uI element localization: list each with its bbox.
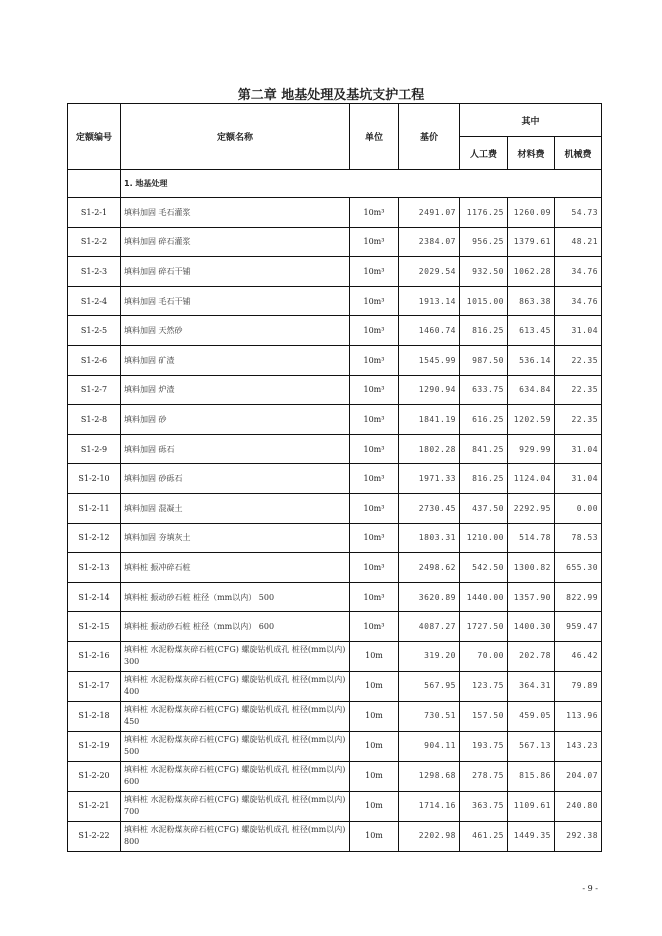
cell-code: S1-2-14 [68,582,121,612]
cell-code: S1-2-16 [68,641,121,671]
cell-code: S1-2-8 [68,405,121,435]
cell-code: S1-2-1 [68,198,121,228]
cell-name: 填料加固 毛石干铺 [121,286,350,316]
cell-name: 填料加固 矿渣 [121,345,350,375]
cell-name: 填料加固 混凝土 [121,493,350,523]
cell-machine: 292.38 [555,821,602,851]
cell-material: 613.45 [508,316,555,346]
table-row [68,821,602,851]
cell-unit: 10m³ [350,257,399,287]
cell-material: 1357.90 [508,582,555,612]
header-code: 定额编号 [68,104,121,170]
cell-material: 567.13 [508,731,555,761]
cell-code: S1-2-13 [68,553,121,583]
cell-unit: 10m [350,791,399,821]
cell-unit: 10m [350,671,399,701]
table-row [68,257,602,287]
cell-base-price: 1290.94 [399,375,460,405]
cell-name: 填料桩 水泥粉煤灰碎石桩(CFG) 螺旋钻机成孔 桩径(mm以内) 600 [121,761,350,791]
cell-base-price: 1460.74 [399,316,460,346]
cell-labor: 616.25 [460,405,508,435]
cell-base-price: 2491.07 [399,198,460,228]
header-of-which: 其中 [460,104,602,137]
cell-machine: 22.35 [555,405,602,435]
cell-base-price: 2202.98 [399,821,460,851]
table-row [68,553,602,583]
cell-name: 填料加固 砾石 [121,434,350,464]
cell-machine: 655.30 [555,553,602,583]
cell-name: 填料加固 砂 [121,405,350,435]
cell-material: 536.14 [508,345,555,375]
cell-machine: 22.35 [555,345,602,375]
table-row [68,316,602,346]
cell-machine: 31.04 [555,316,602,346]
cell-name: 填料加固 碎石灌浆 [121,227,350,257]
cell-unit: 10m³ [350,434,399,464]
cell-labor: 70.00 [460,641,508,671]
cell-labor: 542.50 [460,553,508,583]
cell-labor: 816.25 [460,464,508,494]
cell-name: 填料加固 炉渣 [121,375,350,405]
cell-code: S1-2-2 [68,227,121,257]
cell-name: 填料桩 振动砂石桩 桩径（mm以内） 600 [121,612,350,642]
cell-material: 459.05 [508,701,555,731]
cell-unit: 10m [350,761,399,791]
cell-base-price: 1545.99 [399,345,460,375]
cell-material: 514.78 [508,523,555,553]
cell-unit: 10m [350,641,399,671]
table-row [68,701,602,731]
cell-base-price: 1913.14 [399,286,460,316]
cell-base-price: 904.11 [399,731,460,761]
cell-unit: 10m³ [350,286,399,316]
cell-unit: 10m³ [350,582,399,612]
cell-material: 202.78 [508,641,555,671]
page-number: - 9 - [582,884,598,893]
cell-unit: 10m [350,821,399,851]
header-machine: 机械费 [555,137,602,170]
cell-unit: 10m³ [350,405,399,435]
cell-name: 填料桩 水泥粉煤灰碎石桩(CFG) 螺旋钻机成孔 桩径(mm以内) 700 [121,791,350,821]
cell-labor: 193.75 [460,731,508,761]
cell-material: 364.31 [508,671,555,701]
table-row [68,641,602,671]
cell-base-price: 3620.89 [399,582,460,612]
cell-name: 填料桩 振动砂石桩 桩径（mm以内） 500 [121,582,350,612]
cell-code: S1-2-6 [68,345,121,375]
cell-name: 填料桩 水泥粉煤灰碎石桩(CFG) 螺旋钻机成孔 桩径(mm以内) 800 [121,821,350,851]
cell-name: 填料桩 水泥粉煤灰碎石桩(CFG) 螺旋钻机成孔 桩径(mm以内) 450 [121,701,350,731]
cell-labor: 841.25 [460,434,508,464]
cell-unit: 10m³ [350,345,399,375]
cell-material: 2292.95 [508,493,555,523]
chapter-title: 第二章 地基处理及基坑支护工程 [237,88,425,103]
cell-unit: 10m³ [350,612,399,642]
cell-material: 1379.61 [508,227,555,257]
cell-code: S1-2-9 [68,434,121,464]
cell-code: S1-2-17 [68,671,121,701]
cell-machine: 31.04 [555,464,602,494]
cell-name: 填料桩 水泥粉煤灰碎石桩(CFG) 螺旋钻机成孔 桩径(mm以内) 300 [121,641,350,671]
cell-code: S1-2-11 [68,493,121,523]
cell-base-price: 2498.62 [399,553,460,583]
cell-code: S1-2-4 [68,286,121,316]
cell-name: 填料加固 天然砂 [121,316,350,346]
header-labor: 人工费 [460,137,508,170]
cell-machine: 204.07 [555,761,602,791]
cell-name: 填料桩 振冲碎石桩 [121,553,350,583]
cell-labor: 932.50 [460,257,508,287]
cell-labor: 956.25 [460,227,508,257]
cell-code: S1-2-20 [68,761,121,791]
cell-base-price: 319.20 [399,641,460,671]
cell-machine: 22.35 [555,375,602,405]
table-row [68,227,602,257]
cell-code: S1-2-22 [68,821,121,851]
cell-machine: 0.00 [555,493,602,523]
cell-material: 1400.30 [508,612,555,642]
cell-code: S1-2-10 [68,464,121,494]
cell-code: S1-2-12 [68,523,121,553]
cell-code: S1-2-15 [68,612,121,642]
header-base-price: 基价 [399,104,460,170]
cell-labor: 987.50 [460,345,508,375]
cell-code: S1-2-7 [68,375,121,405]
cell-base-price: 1714.16 [399,791,460,821]
cell-labor: 816.25 [460,316,508,346]
cell-base-price: 2029.54 [399,257,460,287]
cell-material: 1202.59 [508,405,555,435]
cell-material: 1062.28 [508,257,555,287]
cell-code: S1-2-5 [68,316,121,346]
header-unit: 单位 [350,104,399,170]
cell-unit: 10m³ [350,493,399,523]
cell-base-price: 1802.28 [399,434,460,464]
cell-material: 1124.04 [508,464,555,494]
table-row [68,286,602,316]
cell-machine: 959.47 [555,612,602,642]
cell-machine: 143.23 [555,731,602,761]
cell-unit: 10m³ [350,316,399,346]
table-row [68,493,602,523]
cell-machine: 113.96 [555,701,602,731]
cell-base-price: 2730.45 [399,493,460,523]
cell-machine: 822.99 [555,582,602,612]
table-row [68,731,602,761]
cell-material: 1109.61 [508,791,555,821]
cell-labor: 363.75 [460,791,508,821]
cell-base-price: 730.51 [399,701,460,731]
cell-labor: 461.25 [460,821,508,851]
cell-material: 863.38 [508,286,555,316]
cell-unit: 10m³ [350,553,399,583]
cell-machine: 34.76 [555,286,602,316]
table-row [68,198,602,228]
cell-unit: 10m [350,701,399,731]
table-row [68,791,602,821]
cell-machine: 79.89 [555,671,602,701]
cell-code: S1-2-3 [68,257,121,287]
cell-machine: 54.73 [555,198,602,228]
cell-material: 815.86 [508,761,555,791]
cell-name: 填料加固 毛石灌浆 [121,198,350,228]
cell-machine: 46.42 [555,641,602,671]
header-name: 定额名称 [121,104,350,170]
cell-material: 1300.82 [508,553,555,583]
cell-unit: 10m³ [350,227,399,257]
cell-unit: 10m³ [350,523,399,553]
cell-labor: 1210.00 [460,523,508,553]
table-row [68,523,602,553]
table-row [68,345,602,375]
quota-table [67,103,602,852]
cell-base-price: 1971.33 [399,464,460,494]
cell-machine: 240.80 [555,791,602,821]
cell-code: S1-2-19 [68,731,121,761]
cell-base-price: 4087.27 [399,612,460,642]
cell-machine: 31.04 [555,434,602,464]
table-row [68,375,602,405]
cell-name: 填料桩 水泥粉煤灰碎石桩(CFG) 螺旋钻机成孔 桩径(mm以内) 400 [121,671,350,701]
cell-unit: 10m³ [350,198,399,228]
cell-material: 1260.09 [508,198,555,228]
cell-base-price: 1803.31 [399,523,460,553]
cell-labor: 157.50 [460,701,508,731]
cell-labor: 1015.00 [460,286,508,316]
cell-code: S1-2-18 [68,701,121,731]
table-row [68,582,602,612]
section-row [68,170,602,198]
cell-labor: 1176.25 [460,198,508,228]
table-row [68,612,602,642]
table-row [68,464,602,494]
table-row [68,761,602,791]
cell-labor: 123.75 [460,671,508,701]
cell-labor: 437.50 [460,493,508,523]
cell-material: 929.99 [508,434,555,464]
cell-base-price: 1841.19 [399,405,460,435]
cell-material: 1449.35 [508,821,555,851]
section-title: 1. 地基处理 [121,170,602,198]
cell-unit: 10m [350,731,399,761]
cell-base-price: 2384.07 [399,227,460,257]
cell-labor: 278.75 [460,761,508,791]
cell-machine: 78.53 [555,523,602,553]
cell-machine: 34.76 [555,257,602,287]
cell-base-price: 567.95 [399,671,460,701]
table-row [68,671,602,701]
cell-unit: 10m³ [350,375,399,405]
cell-name: 填料桩 水泥粉煤灰碎石桩(CFG) 螺旋钻机成孔 桩径(mm以内) 500 [121,731,350,761]
table-row [68,405,602,435]
cell-name: 填料加固 夯填灰土 [121,523,350,553]
cell-machine: 48.21 [555,227,602,257]
cell-name: 填料加固 碎石干铺 [121,257,350,287]
cell-labor: 633.75 [460,375,508,405]
cell-material: 634.84 [508,375,555,405]
cell-unit: 10m³ [350,464,399,494]
table-row [68,434,602,464]
cell-base-price: 1298.68 [399,761,460,791]
cell-labor: 1727.50 [460,612,508,642]
cell-labor: 1440.00 [460,582,508,612]
cell-name: 填料加固 砂砾石 [121,464,350,494]
header-material: 材料费 [508,137,555,170]
cell-code: S1-2-21 [68,791,121,821]
